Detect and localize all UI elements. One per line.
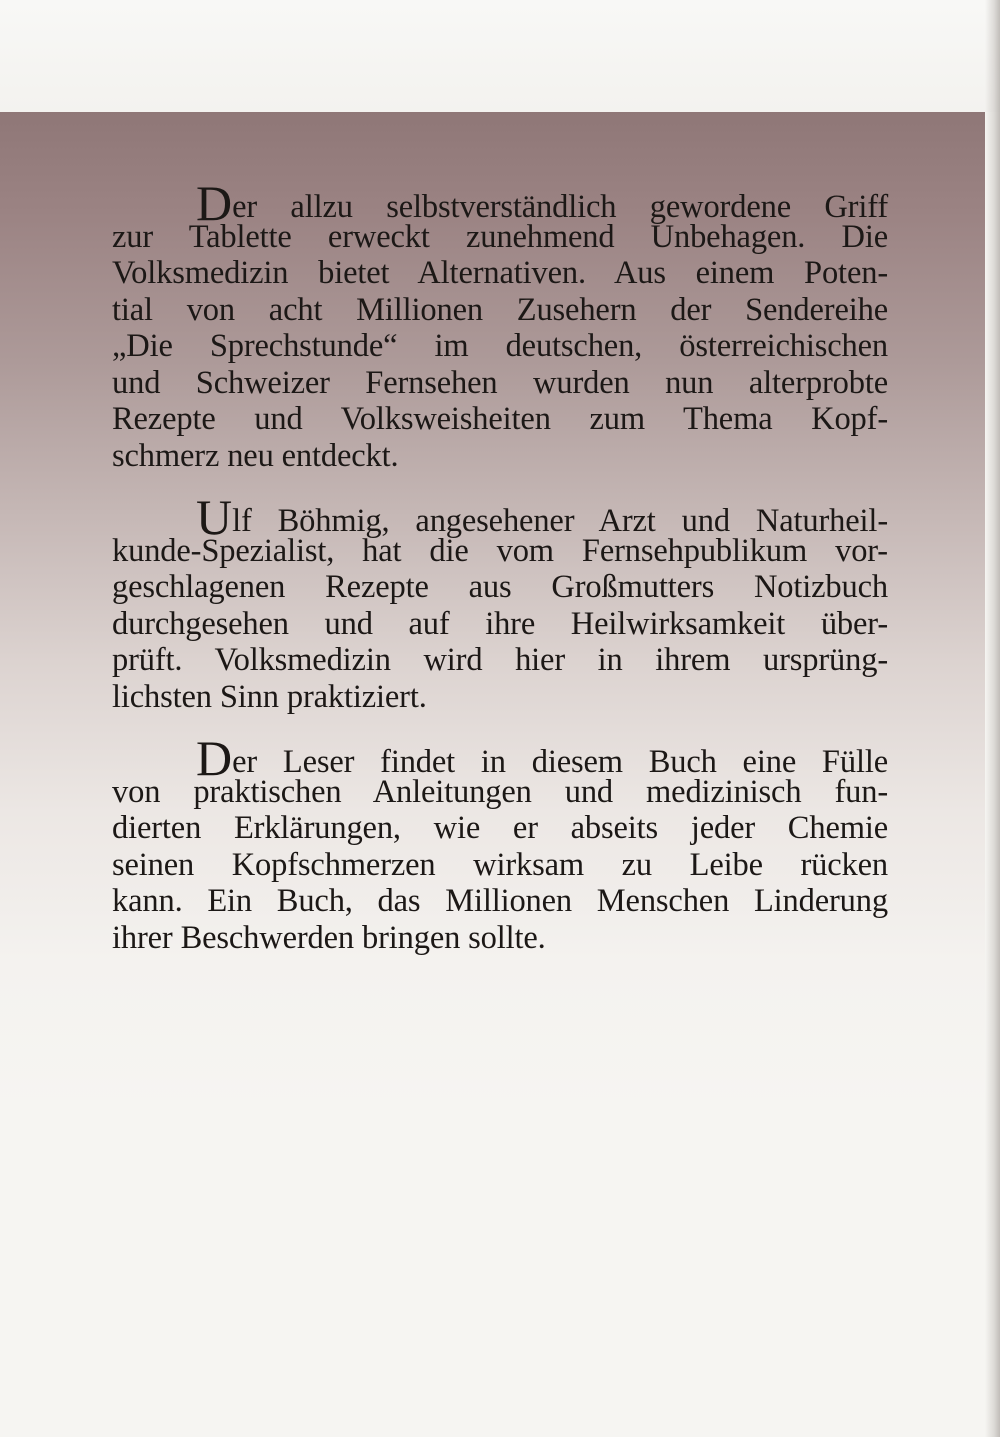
text-line: lichsten Sinn praktiziert. [112, 678, 427, 715]
blurb-paragraph-3 [112, 730, 888, 956]
text-line: „Die Sprechstunde“ im deutschen, österreichischen [112, 328, 888, 364]
text-line: seinen Kopfschmerzen wirksam zu Leibe rücken [112, 846, 888, 883]
text-line: durchgesehen und auf ihre Heilwirksamkeit über- [112, 605, 888, 642]
drop-initial: U [196, 489, 233, 545]
cover-edge-shadow [985, 0, 1000, 1437]
drop-initial: D [196, 730, 233, 786]
blurb-text [112, 175, 888, 956]
text-line: tial von acht Millionen Zusehern der Sendereihe [112, 291, 888, 328]
text-line: Der allzu selbstverständlich gewordene Griff [196, 175, 888, 231]
text-line: Der Leser findet in diesem Buch eine Fülle [196, 730, 888, 786]
blurb-paragraph-1 [112, 175, 888, 474]
text-line: zur Tablette erweckt zunehmend Unbehagen. Die [112, 218, 888, 255]
text-line: ihrer Beschwerden bringen sollte. [112, 919, 546, 956]
text-line: dierten Erklärungen, wie er abseits jeder Chemie [112, 810, 888, 846]
text-line: schmerz neu entdeckt. [112, 437, 399, 474]
text-line: kann. Ein Buch, das Millionen Menschen Linderung [112, 883, 888, 919]
text-line: von praktischen Anleitungen und medizinisch fun- [112, 773, 888, 810]
text-line: kunde-Spezialist, hat die vom Fernsehpublikum vor- [112, 532, 888, 569]
text-line: prüft. Volksmedizin wird hier in ihrem ursprüng- [112, 642, 888, 678]
top-white-band [0, 0, 1000, 112]
text-line: Volksmedizin bietet Alternativen. Aus einem Poten- [112, 255, 888, 291]
drop-initial: D [196, 175, 233, 231]
text-line: Ulf Böhmig, angesehener Arzt und Naturheil- [196, 489, 888, 545]
blurb-paragraph-2 [112, 489, 888, 715]
text-line: geschlagenen Rezepte aus Großmutters Notizbuch [112, 569, 888, 605]
text-line: und Schweizer Fernsehen wurden nun alterprobte [112, 364, 888, 401]
text-line: Rezepte und Volksweisheiten zum Thema Kopf- [112, 401, 888, 437]
